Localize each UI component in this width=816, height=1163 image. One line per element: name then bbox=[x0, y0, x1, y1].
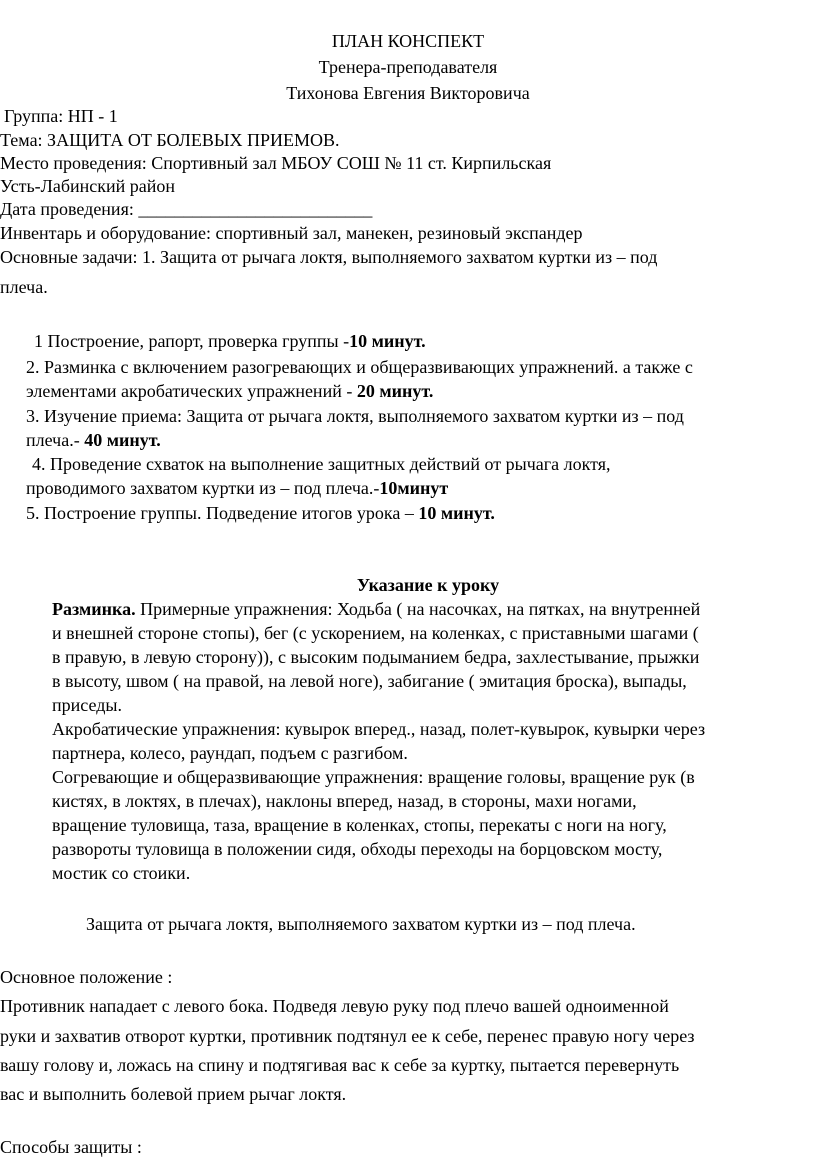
general-line-4: развороты туловища в положении сидя, обходы переходы на борцовском мосту, bbox=[52, 839, 663, 859]
date-label: Дата проведения: bbox=[0, 199, 139, 219]
plan-item-3-text: плеча.- bbox=[26, 430, 85, 450]
place-line-1: Место проведения: Спортивный зал МБОУ СОШ № 11 ст. Кирпильская bbox=[0, 153, 552, 173]
plan-item-2-time: 20 минут. bbox=[356, 381, 434, 401]
general-line-3: вращение туловища, таза, вращение в коленках, стопы, перекаты с ноги на ногу, bbox=[52, 815, 667, 835]
position-label: Основное положение : bbox=[0, 967, 173, 987]
plan-item-5-time: 10 минут. bbox=[418, 503, 495, 523]
document-subtitle: Тренера-преподавателя bbox=[318, 57, 498, 77]
plan-item-2-line-2 bbox=[26, 380, 433, 402]
general-line-5: мостик со стоики. bbox=[52, 863, 191, 883]
equipment-line: Инвентарь и оборудование: спортивный зал, манекен, резиновый экспандер bbox=[0, 223, 583, 243]
plan-item-4-time: 10минут bbox=[379, 478, 449, 498]
plan-item-4-line-2 bbox=[26, 477, 448, 499]
topic-line: Тема: ЗАЩИТА ОТ БОЛЕВЫХ ПРИЕМОВ. bbox=[0, 130, 340, 150]
plan-item-5-text: 5. Построение группы. Подведение итогов урока – bbox=[26, 503, 419, 523]
date-line bbox=[0, 198, 372, 220]
guidance-heading: Указание к уроку bbox=[356, 575, 500, 595]
general-line-2: кистях, в локтях, в плечах), наклоны вперед, назад, в стороны, махи ногами, bbox=[52, 791, 637, 811]
trainer-name: Тихонова Евгения Викторовича bbox=[286, 83, 530, 103]
tasks-line-1: Основные задачи: 1. Защита от рычага локтя, выполняемого захватом куртки из – под bbox=[0, 247, 658, 267]
acrobatics-line-1: Акробатические упражнения: кувырок вперед., назад, полет-кувырок, кувырки через bbox=[52, 719, 706, 739]
plan-item-1 bbox=[34, 330, 426, 352]
plan-item-2-line-1: 2. Разминка с включением разогревающих и общеразвивающих упражнений. а также с bbox=[26, 357, 693, 377]
warmup-line-5: приседы. bbox=[52, 695, 122, 715]
warmup-line-4: в высоту, швом ( на правой, на левой ноге), забигание ( эмитация броска), выпады, bbox=[52, 671, 687, 691]
plan-item-4-line-1: 4. Проведение схваток на выполнение защитных действий от рычага локтя, bbox=[32, 454, 611, 474]
description-line-2: руки и захватив отворот куртки, противник подтянул ее к себе, перенес правую ногу через bbox=[0, 1026, 695, 1046]
defense-label: Способы защиты : bbox=[0, 1137, 142, 1157]
group-line: Группа: НП - 1 bbox=[4, 106, 118, 126]
general-line-1: Согревающие и общеразвивающие упражнения: вращение головы, вращение рук (в bbox=[52, 767, 695, 787]
description-line-4: вас и выполнить болевой прием рычаг локтя. bbox=[0, 1084, 347, 1104]
plan-item-4-text: проводимого захватом куртки из – под плеча.- bbox=[26, 478, 380, 498]
warmup-line-3: в правую, в левую сторону)), с высоким подыманием бедра, захлестывание, прыжки bbox=[52, 647, 700, 667]
plan-item-2-text: элементами акробатических упражнений - bbox=[26, 381, 357, 401]
document-title: ПЛАН КОНСПЕКТ bbox=[331, 31, 485, 51]
warmup-line-2: и внешней стороне стопы), бег (с ускорением, на коленках, с приставными шагами ( bbox=[52, 623, 699, 643]
warmup-line-1 bbox=[52, 598, 700, 620]
plan-item-3-time: 40 минут. bbox=[84, 430, 161, 450]
warmup-label: Разминка. bbox=[52, 599, 136, 619]
date-blank: __________________________ bbox=[138, 199, 373, 219]
warmup-text: Примерные упражнения: Ходьба ( на насочках, на пятках, на внутренней bbox=[135, 599, 701, 619]
tasks-line-2: плеча. bbox=[0, 277, 48, 297]
place-line-2: Усть-Лабинский район bbox=[0, 176, 176, 196]
plan-item-1-time: 10 минут. bbox=[349, 331, 426, 351]
plan-item-3-line-1: 3. Изучение приема: Защита от рычага локтя, выполняемого захватом куртки из – под bbox=[26, 406, 684, 426]
acrobatics-line-2: партнера, колесо, раундап, подъем с разгибом. bbox=[52, 743, 408, 763]
plan-item-1-text: 1 Построение, рапорт, проверка группы - bbox=[34, 331, 350, 351]
plan-item-5 bbox=[26, 502, 495, 524]
technique-heading: Защита от рычага локтя, выполняемого захватом куртки из – под плеча. bbox=[86, 914, 636, 934]
description-line-3: вашу голову и, ложась на спину и подтягивая вас к себе за куртку, пытается перевернуть bbox=[0, 1055, 680, 1075]
plan-item-3-line-2 bbox=[26, 429, 161, 451]
description-line-1: Противник нападает с левого бока. Подведя левую руку под плечо вашей одноименной bbox=[0, 996, 669, 1016]
